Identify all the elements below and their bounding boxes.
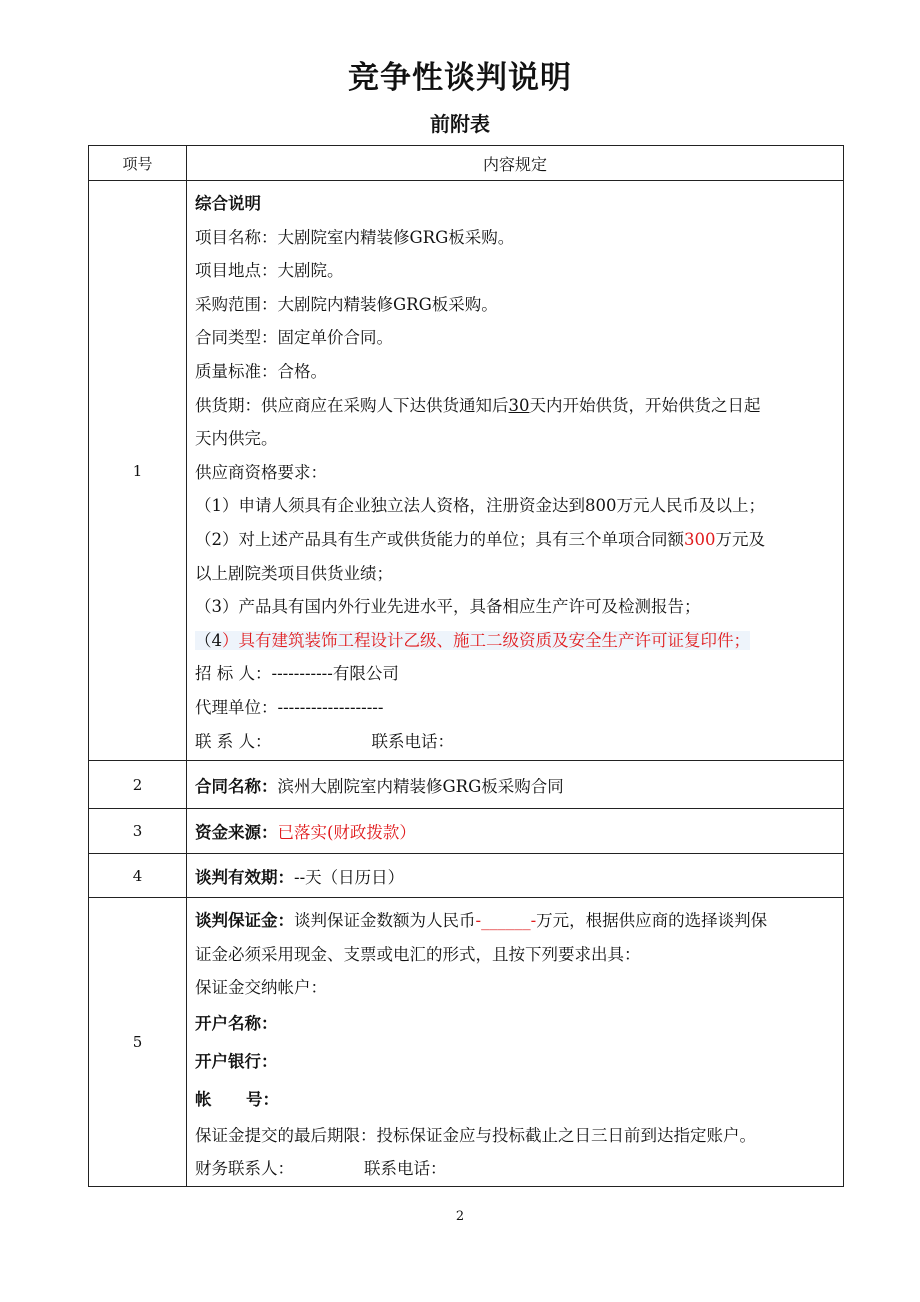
header-content: 内容规定 <box>187 146 844 181</box>
quality-standard: 质量标准：合格。 <box>195 361 327 381</box>
qualification-4: （4）具有建筑装饰工程设计乙级、施工二级资质及安全生产许可证复印件； <box>195 630 750 650</box>
deposit-line2: 证金必须采用现金、支票或电汇的形式，且按下列要求出具： <box>195 944 641 964</box>
bank-label: 开户银行： <box>195 1051 278 1071</box>
appendix-table <box>88 145 844 1187</box>
general-description-heading: 综合说明 <box>195 194 261 213</box>
document-subtitle: 前附表 <box>430 112 490 136</box>
tenderer: 招 标 人：-----------有限公司 <box>195 664 399 684</box>
finance-contact-line: 财务联系人： 联系电话： <box>195 1159 447 1179</box>
supply-days: 30 <box>508 395 530 415</box>
table-row-3 <box>89 809 844 854</box>
table-row-2 <box>89 761 844 809</box>
account-number-label: 帐 号： <box>195 1089 279 1109</box>
contract-amount: 300 <box>684 529 716 549</box>
deposit-line1: 谈判保证金：谈判保证金数额为人民币-______-万元，根据供应商的选择谈判保 <box>195 911 768 931</box>
table-row-1 <box>89 181 844 761</box>
validity-period: --天（日历日） <box>294 867 405 887</box>
qualification-2: （2）对上述产品具有生产或供货能力的单位；具有三个单项合同额300万元及 <box>195 529 765 549</box>
contact-line: 联 系 人： 联系电话： <box>195 731 454 751</box>
document-title: 竞争性谈判说明 <box>348 60 572 96</box>
funding-source: 已落实(财政拨款） <box>277 823 416 843</box>
row3-number: 3 <box>89 809 187 854</box>
table-row-4 <box>89 854 844 898</box>
row3-content: 资金来源：已落实(财政拨款） <box>187 809 844 854</box>
table-row-5 <box>89 898 844 1187</box>
supply-period: 供货期：供应商应在采购人下达供货通知后30天内开始供货，开始供货之日起 <box>195 395 761 415</box>
deposit-deadline: 保证金提交的最后期限：投标保证金应与投标截止之日三日前到达指定账户。 <box>195 1125 756 1145</box>
project-location: 项目地点：大剧院。 <box>195 261 344 281</box>
row2-number: 2 <box>89 761 187 809</box>
row4-number: 4 <box>89 854 187 898</box>
row5-content <box>187 898 844 1187</box>
account-heading: 保证金交纳帐户： <box>195 978 327 998</box>
qualification-2-line2: 以上剧院类项目供货业绩； <box>195 563 393 583</box>
agent-unit: 代理单位：------------------- <box>195 697 384 717</box>
qualification-heading: 供应商资格要求： <box>195 462 327 482</box>
qualification-3: （3）产品具有国内外行业先进水平，具备相应生产许可及检测报告； <box>195 597 701 617</box>
qualification-1: （1）申请人须具有企业独立法人资格，注册资金达到800万元人民币及以上； <box>195 496 765 516</box>
row1-content <box>187 181 844 761</box>
header-item-number: 项号 <box>89 146 187 181</box>
row1-number: 1 <box>89 181 187 761</box>
contract-type: 合同类型：固定单价合同。 <box>195 328 393 348</box>
row5-number: 5 <box>89 898 187 1187</box>
project-name: 项目名称：大剧院室内精装修GRG板采购。 <box>195 227 515 247</box>
contract-name: 滨州大剧院室内精装修GRG板采购合同 <box>277 776 564 796</box>
supply-period-line2: 天内供完。 <box>195 429 278 449</box>
table-header-row <box>89 146 844 181</box>
account-name-label: 开户名称： <box>195 1013 278 1033</box>
row2-content: 合同名称：滨州大剧院室内精装修GRG板采购合同 <box>187 761 844 809</box>
procurement-scope: 采购范围：大剧院内精装修GRG板采购。 <box>195 294 498 314</box>
row4-content: 谈判有效期：--天（日历日） <box>187 854 844 898</box>
page-number: 2 <box>455 1209 465 1224</box>
deposit-amount: -______- <box>475 911 537 931</box>
